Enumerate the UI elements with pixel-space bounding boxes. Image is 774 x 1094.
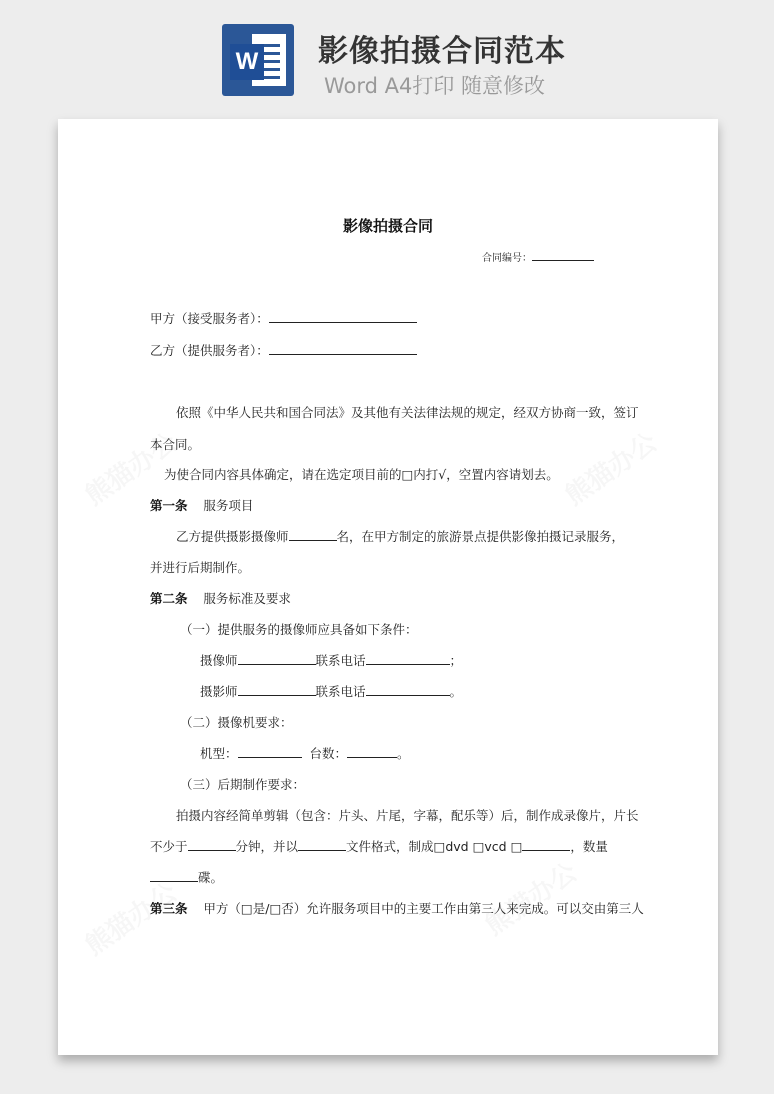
camera-line: 机型： 台数： 。 bbox=[200, 746, 410, 761]
contract-number: 合同编号： bbox=[482, 249, 594, 264]
intro-paragraph-line1: 依照《中华人民共和国合同法》及其他有关法律法规的规定，经双方协商一致，签订 bbox=[176, 405, 639, 420]
article-1-text-line1: 乙方提供摄影摄像师 名，在甲方制定的旅游景点提供影像拍摄记录服务， bbox=[176, 529, 625, 544]
contract-number-blank[interactable] bbox=[532, 252, 594, 261]
intro-paragraph-line2: 本合同。 bbox=[150, 437, 201, 452]
page-header bbox=[0, 0, 774, 110]
videographer-line: 摄像师 联系电话 ； bbox=[200, 653, 463, 668]
watermark bbox=[557, 423, 663, 513]
party-b-blank[interactable] bbox=[269, 344, 417, 355]
page-subtitle: Word A4打印 随意修改 bbox=[324, 74, 546, 98]
party-a-line: 甲方（接受服务者）： bbox=[150, 309, 417, 327]
article-2-heading: 第二条 服务标准及要求 bbox=[150, 591, 291, 606]
photographer-line: 摄影师 联系电话 。 bbox=[200, 684, 463, 699]
duration-blank[interactable] bbox=[188, 840, 236, 851]
article-3-line: 第三条 甲方（□是/□否）允许服务项目中的主要工作由第三人来完成。可以交由第三人 bbox=[150, 901, 644, 916]
watermark bbox=[77, 873, 183, 963]
disc-quantity-blank[interactable] bbox=[150, 871, 198, 882]
camera-model-blank[interactable] bbox=[238, 747, 302, 758]
party-a-blank[interactable] bbox=[269, 312, 417, 323]
word-icon bbox=[222, 24, 294, 96]
page-title: 影像拍摄合同范本 bbox=[318, 34, 566, 69]
party-b-line: 乙方（提供服务者）： bbox=[150, 341, 417, 359]
watermark bbox=[477, 853, 583, 943]
file-format-blank[interactable] bbox=[298, 840, 346, 851]
post-production-line1: 拍摄内容经简单剪辑（包含：片头、片尾，字幕，配乐等）后，制作成录像片，片长 bbox=[176, 808, 639, 823]
section-3-heading: （三）后期制作要求： bbox=[180, 777, 306, 792]
section-2-heading: （二）摄像机要求： bbox=[180, 715, 293, 730]
post-production-line3: 碟。 bbox=[150, 868, 223, 886]
article-1-heading: 第一条 服务项目 bbox=[150, 498, 254, 513]
document-title: 影像拍摄合同 bbox=[342, 217, 433, 235]
photographer-name-blank[interactable] bbox=[238, 685, 316, 696]
photographer-phone-blank[interactable] bbox=[366, 685, 450, 696]
post-production-line2: 不少于 分钟，并以 文件格式，制成□dvd □vcd □ ，数量 bbox=[150, 839, 608, 854]
photographer-count-blank[interactable] bbox=[289, 530, 337, 541]
instruction-note: 为使合同内容具体确定，请在选定项目前的□内打√，空置内容请划去。 bbox=[164, 467, 559, 482]
camera-count-blank[interactable] bbox=[347, 747, 397, 758]
article-1-text-line2: 并进行后期制作。 bbox=[150, 560, 251, 575]
videographer-name-blank[interactable] bbox=[238, 654, 316, 665]
other-format-blank[interactable] bbox=[522, 840, 570, 851]
videographer-phone-blank[interactable] bbox=[366, 654, 450, 665]
document-page bbox=[58, 119, 718, 1055]
section-1-heading: （一）提供服务的摄像师应具备如下条件： bbox=[180, 622, 418, 637]
word-letter-badge: W bbox=[230, 44, 264, 80]
